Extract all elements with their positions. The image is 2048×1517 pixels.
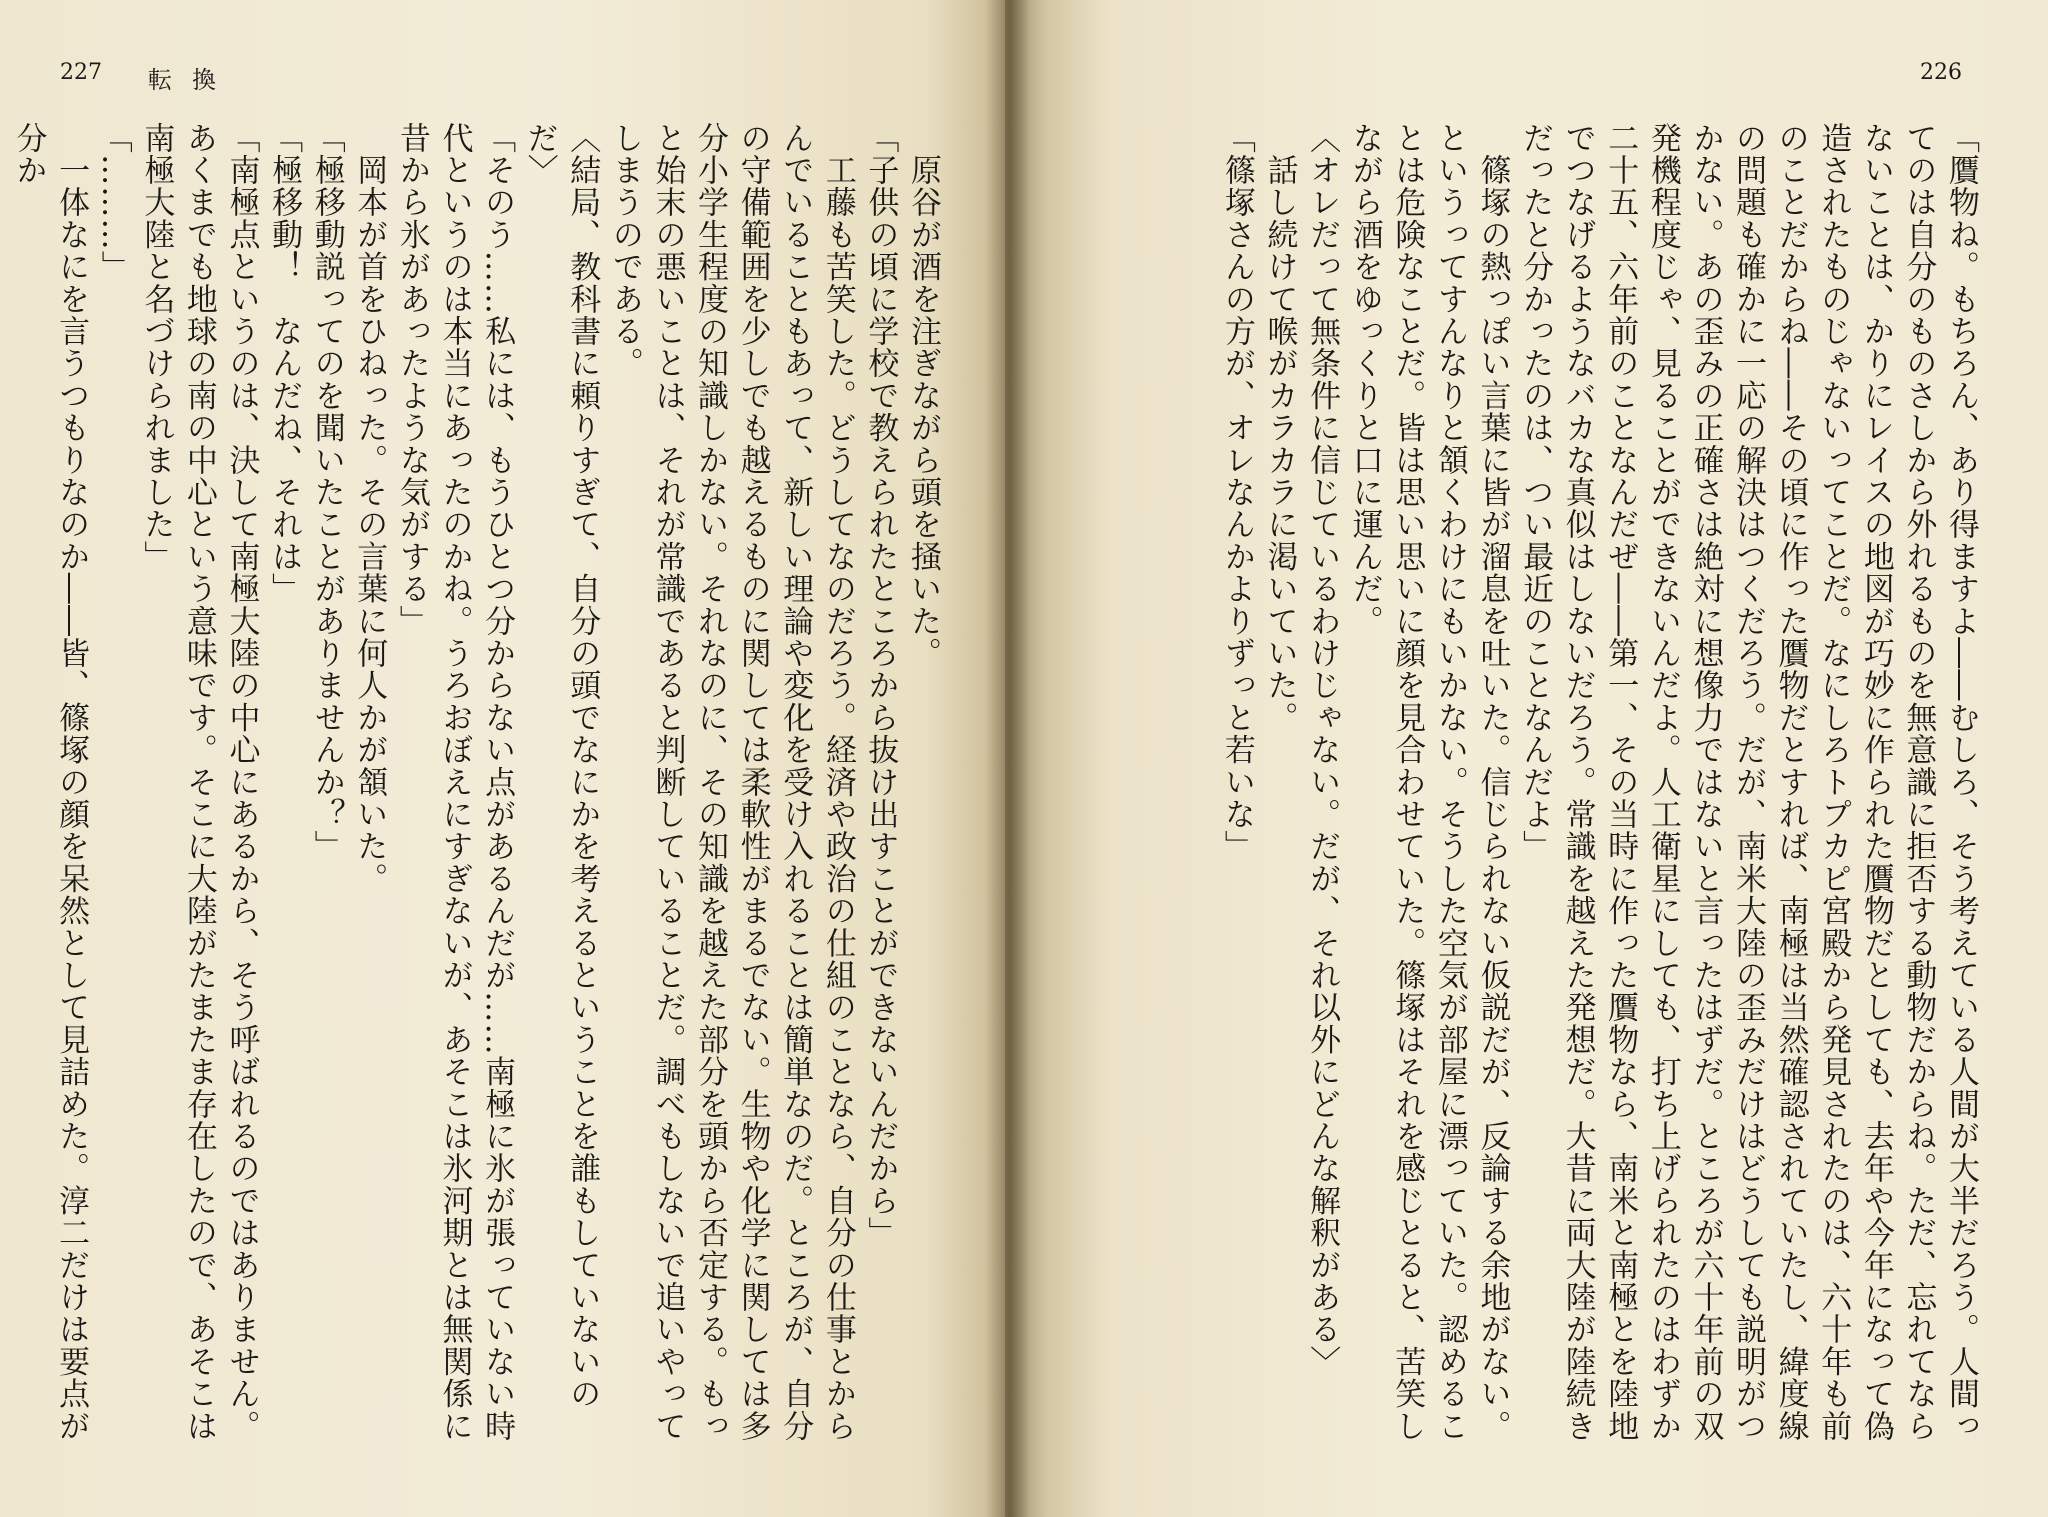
page-number-left: 227 <box>60 60 102 85</box>
paragraph: 「そのう……私には、もうひとつ分からない点があるんだが……南極に氷が張っていない時代というのは本当にあったのかね。うろおぼえにすぎないが、あそこは氷河期とは無関係に昔から氷があったような気がする」 <box>393 122 516 1443</box>
paragraph: 「子供の頃に学校で教えられたところから抜け出すことができないんだから」 <box>862 122 899 1249</box>
page-number-right: 226 <box>1920 60 1962 85</box>
left-page <box>0 0 1005 1517</box>
paragraph: 「南極点というのは、決して南極大陸の中心にあるから、そう呼ばれるのではありません。あくまでも地球の南の中心という意味です。そこに大陸がたまたま存在したので、あそこは南極大陸と名づけられました」 <box>138 122 260 1443</box>
paragraph: 話し続けて喉がカラカラに渇いていた。 <box>1261 122 1298 734</box>
paragraph: 篠塚の熱っぽい言葉に皆が溜息を吐いた。信じられない仮説だが、反論する余地がない。というってすんなりと頷くわけにもいかない。そうした空気が部屋に漂っていた。認めることは危険なことだ。皆は思い思いに顔を見合わせていた。篠塚はそれを感じとると、苦笑しながら酒をゆっくりと口に運んだ。 <box>1346 122 1511 1443</box>
book-gutter <box>985 0 1030 1517</box>
paragraph: 「………」 <box>95 122 132 283</box>
paragraph: 「篠塚さんの方が、オレなんかよりずっと若いな」 <box>1218 122 1255 863</box>
paragraph: 「贋物ね。もちろん、あり得ますよ――むしろ、そう考えている人間が大半だろう。人間ってのは自分のものさしから外れるものを無意識に拒否する動物だからね。ただ、忘れてならないことは、かりにレイスの地図が巧妙に作られた贋物だとしても、去年や今年になって偽造されたものじゃないってことだ。なにしろトプカピ宮殿から発見されたのは、六十年も前のことだからね――その頃に作った贋物だとすれば、南極は当然確認されていたし、緯度線の問題も確かに一応の解決はつくだろう。だが、南米大陸の歪みだけはどうしても説明がつかない。あの歪みの正確さは絶対に想像力ではないと言ったはずだ。ところが六十年前の双発機程度じゃ、見ることができないんだよ。人工衛星にしても、打ち上げられたのはわずか二十五、六年前のことなんだぜ――第一、その当時に作った贋物なら、南米と南極とを陸地でつなげるようなバカな真似はしないだろう。常識を越えた発想だ。大昔に両大陸が陸続きだったと分かったのは、つい最近のことなんだよ」 <box>1517 122 1979 1443</box>
paragraph: 〈結局、教科書に頼りすぎて、自分の頭でなにかを考えるということを誰もしていないのだ〉 <box>521 122 601 1410</box>
paragraph: 岡本が首をひねった。その言葉に何人かが頷いた。 <box>351 122 388 895</box>
paragraph: 「極移動！ なんだね、それは」 <box>266 122 303 605</box>
left-page-text <box>10 122 944 1452</box>
paragraph: 「極移動説ってのを聞いたことがありませんか？」 <box>308 122 345 863</box>
paragraph: 原谷が酒を注ぎながら頭を掻いた。 <box>905 122 941 670</box>
paragraph: 工藤も苦笑した。どうしてなのだろう。経済や政治の仕組のことなら、自分の仕事とからんでいることもあって、新しい理論や変化を受け入れることは簡単なのだ。ところが、自分の守備範囲を少しでも越えるものに関しては柔軟性がまるでない。生物や化学に関しては多分小学生程度の知識しかない。それなのに、その知識を越えた部分を頭から否定する。もっと始末の悪いことは、それが常識であると判断していることだ。調べもしないで追いやってしまうのである。 <box>606 122 856 1443</box>
paragraph: 一体なにを言うつもりなのか――皆、篠塚の顔を呆然として見詰めた。淳二だけは要点が分か <box>10 122 90 1443</box>
paragraph: 〈オレだって無条件に信じているわけじゃない。だが、それ以外にどんな解釈がある〉 <box>1304 122 1341 1378</box>
right-page-text <box>1113 122 1982 1452</box>
running-head: 転換 <box>148 66 236 94</box>
